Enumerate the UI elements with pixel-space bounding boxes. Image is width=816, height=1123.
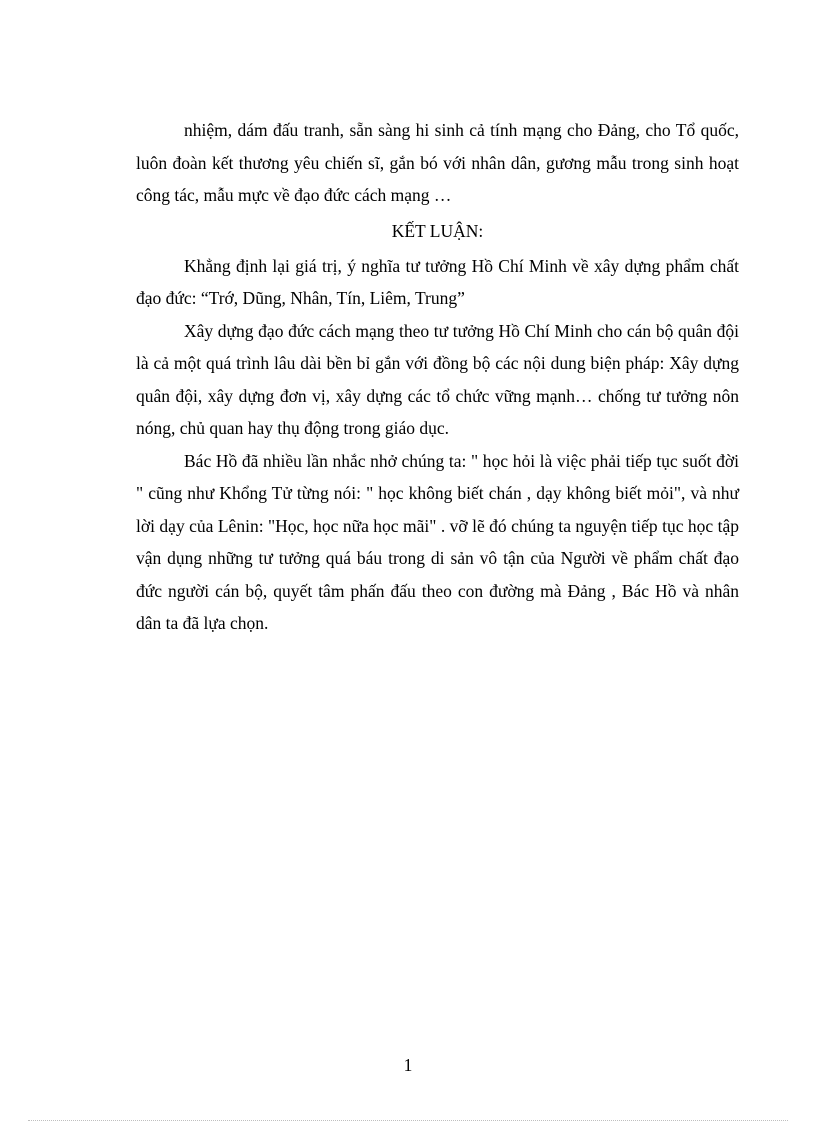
conclusion-paragraph-2: Xây dựng đạo đức cách mạng theo tư tưởng Hồ Chí Minh cho cán bộ quân đội là cả một quá trình lâu dài bền bỉ gắn với đồng bộ các nội dung biện pháp: Xây dựng quân đội, xây dựng đơn vị, xây dựng các tổ chức vững mạnh… chống tư tưởng nôn nóng, chủ quan hay thụ động trong giáo dục.	[136, 320, 739, 438]
conclusion-paragraph-1: Khẳng định lại giá trị, ý nghĩa tư tưởng Hồ Chí Minh về xây dựng phẩm chất đạo đức: “Trớ, Dũng, Nhân, Tín, Liêm, Trung”	[136, 255, 739, 308]
continued-paragraph: nhiệm, dám đấu tranh, sẵn sàng hi sinh cả tính mạng cho Đảng, cho Tổ quốc, luôn đoàn kết thương yêu chiến sĩ, gắn bó với nhân dân, gương mẫu trong sinh hoạt công tác, mẫu mực về đạo đức cách mạng …	[136, 120, 739, 205]
conclusion-paragraph-3: Bác Hồ đã nhiều lần nhắc nhở chúng ta: " học hỏi là việc phải tiếp tục suốt đời " cũng như Khổng Tử từng nói: " học không biết chán , dạy không biết mỏi", và như lời dạy của Lênin: "Học, học nữa học mãi" . vỡ lẽ đó chúng ta nguyện tiếp tục học tập vận dụng những tư tưởng quá báu trong di sản vô tận của Người về phẩm chất đạo đức người cán bộ, quyết tâm phấn đấu theo con đường mà Đảng , Bác Hồ và nhân dân ta đã lựa chọn.	[136, 450, 739, 633]
page-bottom-divider	[28, 1120, 788, 1121]
document-body	[136, 114, 739, 640]
conclusion-heading: KẾT LUẬN:	[391, 220, 484, 241]
page-number: 1	[403, 1055, 413, 1075]
